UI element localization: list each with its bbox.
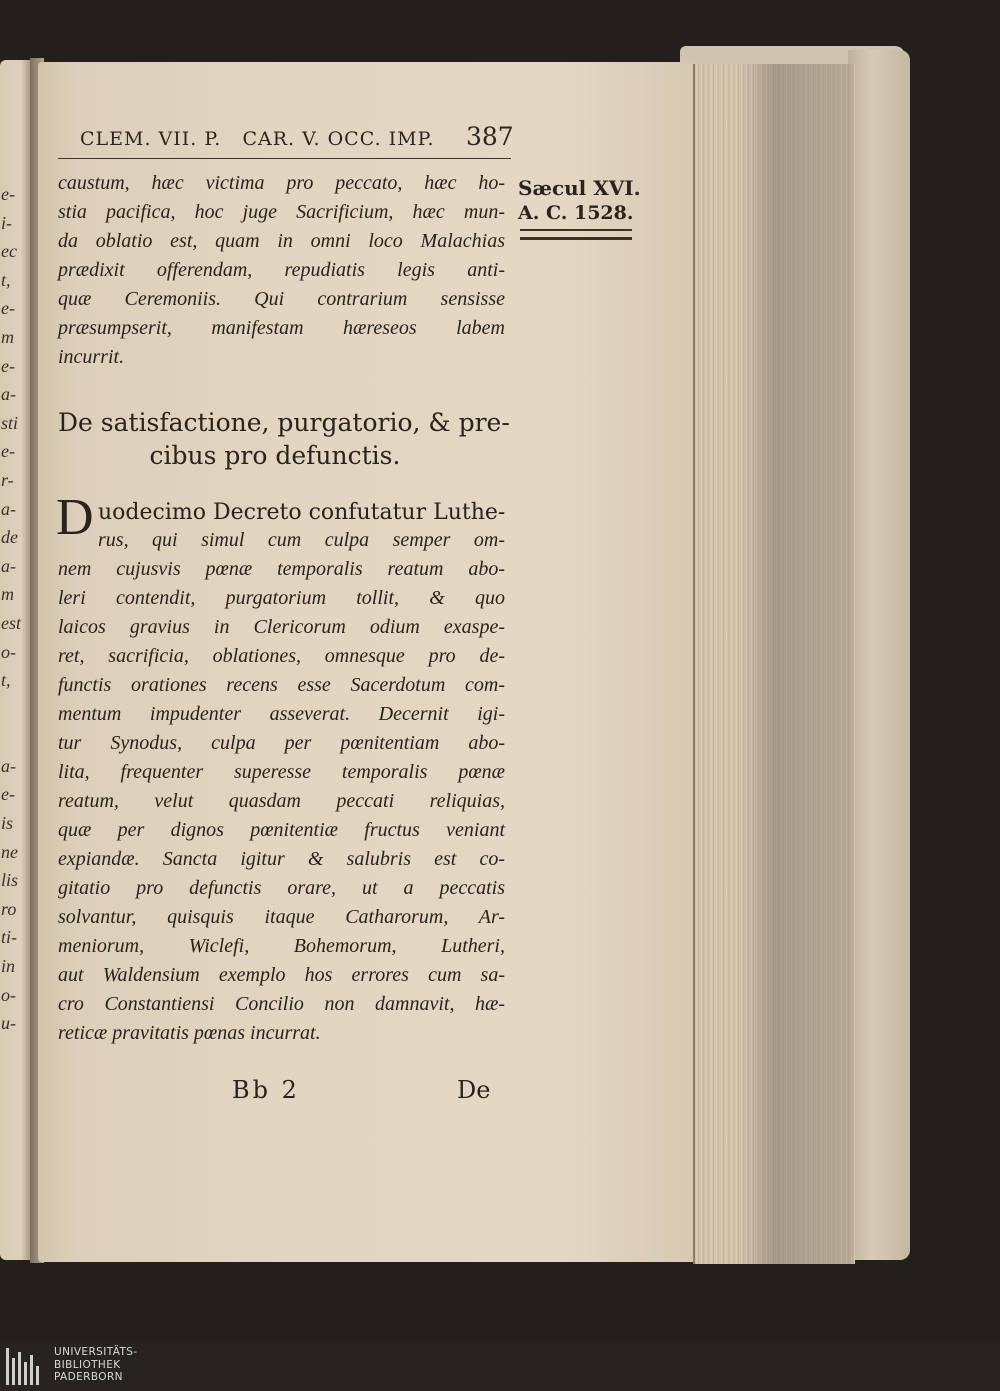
library-footer xyxy=(0,1340,1000,1391)
text-line: tur Synodus, culpa per pœnitentiam abo- xyxy=(58,732,505,754)
margin-note-rule xyxy=(520,229,632,240)
text-line: leri contendit, purgatorium tollit, & quo xyxy=(58,587,505,609)
previous-page-fragment: i- xyxy=(1,212,12,233)
previous-page-fragment: o- xyxy=(1,984,16,1005)
text-line: laicos gravius in Clericorum odium exaspe- xyxy=(58,616,505,638)
previous-page-fragment: e- xyxy=(1,784,15,805)
previous-page-fragment: a- xyxy=(1,498,16,519)
text-line: incurrit. xyxy=(58,346,125,368)
library-logo-icon xyxy=(6,1348,48,1385)
library-name: UNIVERSITÄTS- BIBLIOTHEK PADERBORN xyxy=(54,1346,138,1383)
running-head-emperor: CAR. V. OCC. IMP. xyxy=(242,128,435,150)
previous-page-fragment: e- xyxy=(1,355,15,376)
text-line: rus, qui simul cum culpa semper om- xyxy=(98,529,505,551)
previous-page-fragment: m xyxy=(1,326,14,347)
text-line: functis orationes recens esse Sacerdotum com- xyxy=(58,674,505,696)
drop-cap: D xyxy=(56,489,94,546)
book-cover-edge xyxy=(848,50,910,1260)
previous-page-fragment: a- xyxy=(1,755,16,776)
previous-page-fragment: est xyxy=(1,612,21,633)
previous-page-fragment: ec xyxy=(1,241,17,262)
header-rule xyxy=(58,158,511,159)
previous-page-fragment: u- xyxy=(1,1013,16,1034)
previous-page-fragment xyxy=(0,723,30,752)
previous-page-fragment: t, xyxy=(1,269,11,290)
text-line: prædixit offerendam, repudiatis legis anti- xyxy=(58,259,505,281)
previous-page-fragment: e- xyxy=(1,184,15,204)
text-line: expiandæ. Sancta igitur & salubris est co- xyxy=(58,848,505,870)
previous-page-fragment: a- xyxy=(1,555,16,576)
text-line: aut Waldensium exemplo hos errores cum sa- xyxy=(58,964,505,986)
previous-page-fragment: r- xyxy=(1,469,14,490)
previous-page-fragment: in xyxy=(1,956,16,977)
text-line: stia pacifica, hoc juge Sacrificium, hæc mun- xyxy=(58,201,505,223)
previous-page-fragment: t, xyxy=(1,670,11,691)
text-line: quæ per dignos pœnitentiæ fructus veniant xyxy=(58,819,505,841)
previous-page-fragment: e- xyxy=(1,298,15,319)
margin-note-year: A. C. 1528. xyxy=(518,202,634,224)
previous-page-fragment: a- xyxy=(1,384,16,405)
catchword: De xyxy=(457,1076,491,1104)
margin-note-century: Sæcul XVI. xyxy=(518,176,641,200)
text-line: ret, sacrificia, oblationes, omnesque pro de- xyxy=(58,645,505,667)
text-line: reatum, velut quasdam peccati reliquias, xyxy=(58,790,505,812)
text-line: præsumpserit, manifestam hæreseos labem xyxy=(58,317,505,339)
previous-page-fragment: lis xyxy=(1,870,19,891)
previous-page-fragment: o- xyxy=(1,641,16,662)
text-line: meniorum, Wiclefi, Bohemorum, Lutheri, xyxy=(58,935,505,957)
signature-mark: Bb 2 xyxy=(232,1076,300,1104)
running-head-pope: CLEM. VII. P. xyxy=(80,128,222,150)
text-line: solvantur, quisquis itaque Catharorum, Ar- xyxy=(58,906,505,928)
previous-page-fragment: de xyxy=(1,527,18,548)
text-line: gitatio pro defunctis orare, ut a peccatis xyxy=(58,877,505,899)
previous-page-fragment: e- xyxy=(1,441,15,462)
text-line: lita, frequenter superesse temporalis pœnæ xyxy=(58,761,505,783)
text-line: reticæ pravitatis pœnas incurrat. xyxy=(58,1022,321,1044)
text-line: quæ Ceremoniis. Qui contrarium sensisse xyxy=(58,288,505,310)
page-number: 387 xyxy=(466,122,514,151)
previous-page-fragment: sti xyxy=(1,412,19,433)
previous-page-fragment: m xyxy=(1,584,14,605)
previous-page-fragment: ro xyxy=(1,898,17,919)
text-line: da oblatio est, quam in omni loco Malachias xyxy=(58,230,505,252)
running-head xyxy=(80,128,512,150)
previous-page-fragment: is xyxy=(1,813,14,834)
text-line: uodecimo Decreto confutatur Luthe- xyxy=(98,500,506,525)
previous-page-fragment: ne xyxy=(1,841,18,862)
text-line: mentum impudenter asseverat. Decernit igi- xyxy=(58,703,505,725)
text-line: cro Constantiensi Concilio non damnavit, hæ- xyxy=(58,993,505,1015)
previous-page-fragment: ti- xyxy=(1,927,17,948)
text-line: nem cujusvis pœnæ temporalis reatum abo- xyxy=(58,558,505,580)
previous-page-fragment xyxy=(0,695,30,724)
section-heading: De satisfactione, purgatorio, & pre- xyxy=(58,408,510,437)
page-block-shadow xyxy=(740,64,853,1264)
previous-page-fragments xyxy=(0,180,30,1038)
previous-page-edge xyxy=(0,60,30,1260)
section-heading-cont: cibus pro defunctis. xyxy=(149,441,401,470)
text-line: caustum, hæc victima pro peccato, hæc ho- xyxy=(58,172,505,194)
